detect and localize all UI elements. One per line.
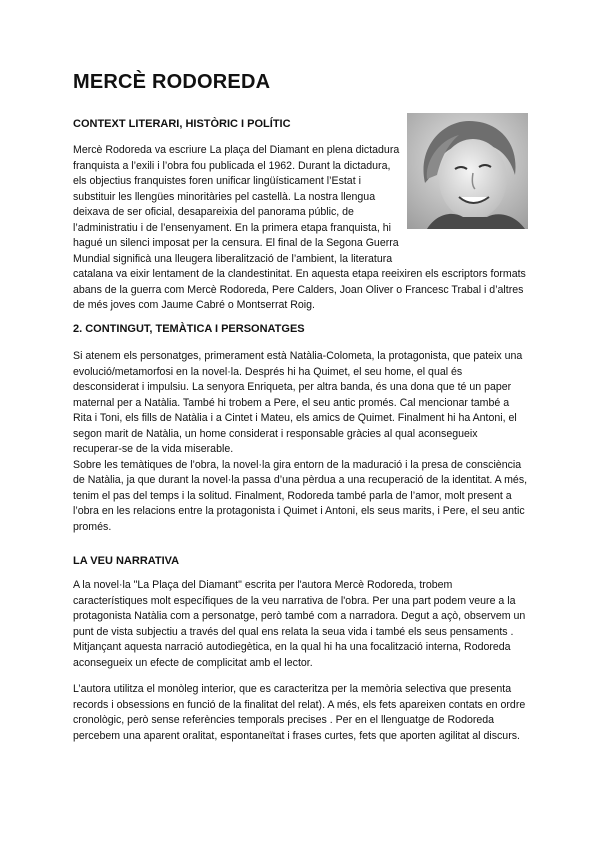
veu-text-2: L’autora utilitza el monòleg interior, que es caracteritza per la memòria selectiva que presenta records i obsessions en funció de la finalitat del relat). A més, els fets apareixen contats en ordre cronològic, però sense referències temporals precises . Per en el llenguatge de Rodoreda percebem una aparent oralitat, espontaneïtat i frases curtes, fets que aporten agilitat al discurs. — [73, 683, 526, 742]
context-paragraph — [73, 143, 528, 314]
section-heading-veu-narrativa: LA VEU NARRATIVA — [73, 555, 180, 567]
section-heading-contingut: 2. CONTINGUT, TEMÀTICA I PERSONATGES — [73, 323, 305, 335]
contingut-paragraph-personatges: Si atenem els personatges, primerament està Natàlia-Colometa, la protagonista, que pateix una evolució/metamorfosi en la novel·la. Després hi ha Quimet, el seu home, el qual és desconsiderat i impulsiu. La senyora Enriqueta, per altra banda, és una dona que té un paper maternal per a Natàlia. També hi trobem a Pere, el seu antic promés. Cal mencionar també a Rita i Toni, els fills de Natàlia i a Cintet i Mateu, els amics de Quimet. Finalment hi ha Antoni, el segon marit de Natàlia, un home considerat i responsable gràcies al qual aconsegueix recuperar-se de la vida miserable. — [73, 350, 523, 455]
veu-paragraph-1 — [73, 578, 528, 671]
context-text: Mercè Rodoreda va escriure La plaça del Diamant en plena dictadura franquista a l’exili i l’obra fou publicada el 1962. Durant la dictadura, els objectius franquistes foren unificar lingüísticament l’Estat i substituir les llengües minoritàries pel castellà. La nostra llengua deixava de ser oficial, desapareixia del panorama públic, de l’administratiu i de l’ensenyament. En la primera etapa franquista, hi hagué un silenci imposat per la censura. El final de la Segona Guerra Mundial significà una lleugera liberalització de l’ambient, la literatura catalana va eixir lentament de la clandestinitat. En aquesta etapa reeixiren els escriptors formats abans de la guerra com Mercè Rodoreda, Pere Calders, Joan Oliver o Francesc Trabal i d’altres de més joves com Jaume Cabré o Montserrat Roig. — [73, 144, 526, 311]
contingut-paragraphs — [73, 349, 528, 535]
veu-text-1: A la novel·la "La Plaça del Diamant" escrita per l'autora Mercè Rodoreda, trobem característiques molt específiques de la veu narrativa de l'obra. Per una part podem veure a la protagonista Natàlia com a personatge, però també com a narradora. Degut a açò, observem un punt de vista subjectiu a través del qual ens relata la seua vida i també els seus pensaments . Mitjançant aquesta narració autodiegètica, en la qual hi ha una focalització interna, Rodoreda aconsegueix un efecte de complicitat amb el lector. — [73, 579, 526, 669]
contingut-paragraph-tematiques: Sobre les temàtiques de l’obra, la novel·la gira entorn de la maduració i la presa de consciència de Natàlia, ja que durant la novel·la passa d’una pèrdua a una recuperació de la identitat. A més, tenim el pas del temps i la solitud. Finalment, Rodoreda també parla de l’amor, molt present a l’obra en les relacions entre la protagonista i Quimet i Antoni, els seus marits, i Pere, el seu antic promés. — [73, 458, 528, 533]
section-heading-context: CONTEXT LITERARI, HISTÒRIC I POLÍTIC — [73, 118, 291, 130]
photo-text-wrap — [403, 143, 528, 264]
page-title: MERCÈ RODOREDA — [73, 71, 271, 93]
veu-paragraph-2 — [73, 682, 528, 744]
